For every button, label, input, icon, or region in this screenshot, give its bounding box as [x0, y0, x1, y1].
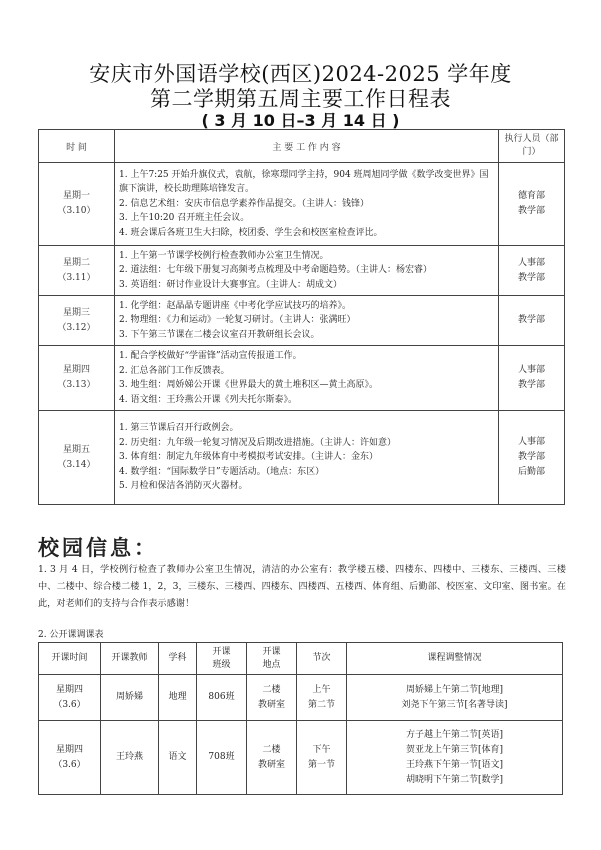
work-items [115, 296, 499, 346]
subject-cell: 地理 [159, 675, 197, 721]
header-teacher: 开课教师 [101, 643, 159, 675]
header-class: 开课班级 [197, 643, 247, 675]
work-item: 1. 上午第一节课学校例行检查教师办公室卫生情况。 [119, 250, 329, 261]
header-place: 开课地点 [247, 643, 297, 675]
schedule-row-thursday [39, 346, 565, 411]
dept-cell: 德育部 教学部 [499, 163, 565, 246]
header-adjustment: 课程调整情况 [347, 643, 563, 675]
header-lesson-time: 开课时间 [39, 643, 101, 675]
work-item: 3. 地生组：周娇娣公开课《世界最大的黄土堆积区—黄土高原》。 [119, 380, 378, 390]
work-item: 2. 物理组：《力和运动》一轮复习研讨。（主讲人：张满旺） [119, 315, 356, 326]
dept-cell: 人事部 教学部 后勤部 [499, 411, 565, 505]
work-item: 4. 语文组：王玲燕公开课《列夫托尔斯泰》。 [119, 394, 297, 405]
work-items [115, 411, 499, 505]
work-item: 2. 历史组：九年级一轮复习情况及后期改进措施。（主讲人：许如意） [119, 437, 396, 448]
lesson-table-label: 2. 公开课调课表 [38, 630, 104, 640]
weekly-schedule-table [38, 129, 565, 505]
document-title-line2: 第二学期第五周主要工作日程表 [150, 87, 451, 111]
schedule-row-tuesday [39, 246, 565, 296]
lesson-time-cell: 星期四 （3.6） [39, 675, 101, 721]
document-title-line1: 安庆市外国语学校(西区)2024-2025 学年度 [89, 62, 512, 86]
schedule-row-friday [39, 411, 565, 505]
work-item: 1. 配合学校做好“学雷锋”活动宣传报道工作。 [119, 351, 302, 361]
work-item: 5. 月检和保洁各消防灭火器材。 [119, 481, 248, 492]
campus-info-heading: 校园信息： [38, 535, 158, 560]
day-cell: 星期五 （3.14） [39, 411, 115, 505]
work-item: 4. 班会课后各班卫生大扫除，校团委、学生会和校医室检查评比。 [119, 227, 383, 238]
header-period: 节次 [297, 643, 347, 675]
teacher-cell: 王玲燕 [101, 721, 159, 795]
day-cell: 星期三 （3.12） [39, 296, 115, 346]
teacher-cell: 周娇娣 [101, 675, 159, 721]
period-cell: 上午 第二节 [297, 675, 347, 721]
work-item: 1. 上午7:25 开始升旗仪式，袁航，徐寒璟同学主持，904 班周旭同学做《数学改变世界》国旗下演讲，校长助理陈培锋发言。 [119, 169, 489, 195]
header-subject: 学科 [159, 643, 197, 675]
work-items [115, 163, 499, 246]
day-cell: 星期二 （3.11） [39, 246, 115, 296]
class-cell: 806班 [197, 675, 247, 721]
header-time: 时 间 [39, 130, 115, 163]
day-cell: 星期一 （3.10） [39, 163, 115, 246]
work-item: 1. 第三节课后召开行政例会。 [119, 423, 239, 434]
dept-cell: 人事部 教学部 [499, 246, 565, 296]
lesson-adjustment-table [38, 642, 563, 795]
work-items [115, 346, 499, 411]
work-item: 3. 英语组：研讨作业设计大赛事宜。（主讲人：胡成文） [119, 279, 342, 290]
work-item: 4. 数学组：“国际数学日”专题活动。（地点：东区） [119, 466, 325, 477]
work-item: 1. 化学组：赵晶晶专题讲座《中考化学应试技巧的培养》。 [119, 300, 351, 311]
work-item: 2. 汇总各部门工作反馈表。 [119, 365, 230, 376]
lesson-header-row [39, 643, 563, 675]
hygiene-notice: 1. 3 月 4 日，学校例行检查了教师办公室卫生情况，清洁的办公室有：教学楼五楼、四楼东、四楼中、三楼东、三楼西、三楼中、二楼中、综合楼二楼 1，2，3，三楼东、三楼西、四楼东、四楼西、五楼西、体育组、后勤部、校医室、文印室、图书室。在此，对老师们的支持与合作表示感谢！ [38, 564, 566, 609]
schedule-row-monday [39, 163, 565, 246]
lesson-row [39, 721, 563, 795]
work-item: 2. 道法组：七年级下册复习高频考点梳理及中考命题趋势。（主讲人：杨宏睿） [119, 265, 432, 276]
work-item: 2. 信息艺术组：安庆市信息学素养作品提交。（主讲人：钱锋） [119, 198, 369, 209]
schedule-header-row [39, 130, 565, 163]
date-range: ( 3 月 10 日–3 月 14 日 ) [201, 111, 400, 130]
place-cell: 二楼 教研室 [247, 675, 297, 721]
dept-cell: 人事部 教学部 [499, 346, 565, 411]
dept-cell: 教学部 [499, 296, 565, 346]
lesson-row [39, 675, 563, 721]
work-item: 3. 体育组：制定九年级体育中考模拟考试安排。（主讲人：金东） [119, 452, 378, 463]
adjustment-cell: 周娇娣上午第二节[地理] 刘尧下午第三节[名著导读] [347, 675, 563, 721]
lesson-time-cell: 星期四 （3.6） [39, 721, 101, 795]
header-content: 主 要 工 作 内 容 [115, 130, 499, 163]
period-cell: 下午 第一节 [297, 721, 347, 795]
schedule-row-wednesday [39, 296, 565, 346]
work-item: 3. 上午10:20 召开班主任会议。 [119, 213, 250, 224]
day-cell: 星期四 （3.13） [39, 346, 115, 411]
adjustment-cell: 方子越上午第二节[英语] 贺亚龙上午第三节[体育] 王玲燕下午第一节[语文] 胡晓明下午第二节[数学] [347, 721, 563, 795]
class-cell: 708班 [197, 721, 247, 795]
subject-cell: 语文 [159, 721, 197, 795]
work-items [115, 246, 499, 296]
place-cell: 二楼 教研室 [247, 721, 297, 795]
header-executor: 执行人员（部门） [499, 130, 565, 163]
work-item: 3. 下午第三节课在二楼会议室召开教研组长会议。 [119, 329, 320, 340]
